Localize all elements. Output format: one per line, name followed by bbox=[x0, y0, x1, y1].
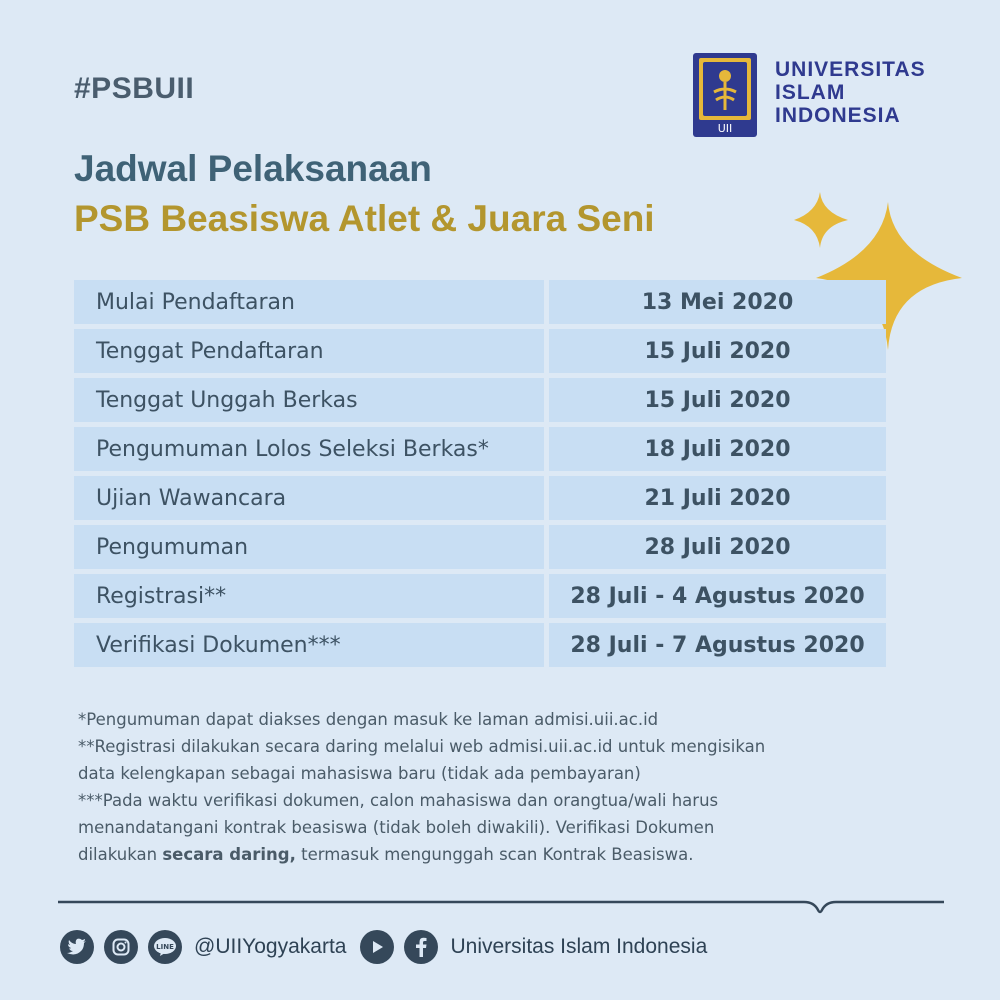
activity-cell: Pengumuman bbox=[74, 525, 544, 569]
title-line-2: PSB Beasiswa Atlet & Juara Seni bbox=[74, 198, 655, 239]
date-cell: 15 Juli 2020 bbox=[549, 329, 886, 373]
line-icon[interactable] bbox=[148, 930, 182, 964]
activity-cell: Ujian Wawancara bbox=[74, 476, 544, 520]
footnote-3-line-2: menandatangani kontrak beasiswa (tidak boleh diwakili). Verifikasi Dokumen bbox=[78, 818, 715, 837]
activity-cell: Verifikasi Dokumen*** bbox=[74, 623, 544, 667]
footnote-1: *Pengumuman dapat diakses dengan masuk ke laman admisi.uii.ac.id bbox=[78, 710, 659, 729]
activity-cell: Mulai Pendaftaran bbox=[74, 280, 544, 324]
footnote-2-line-2: data kelengkapan sebagai mahasiswa baru (tidak ada pembayaran) bbox=[78, 764, 641, 783]
title-line-1: Jadwal Pelaksanaan bbox=[74, 148, 432, 189]
date-cell: 18 Juli 2020 bbox=[549, 427, 886, 471]
table-row bbox=[74, 623, 886, 667]
logo-text: UII bbox=[717, 122, 733, 135]
facebook-icon[interactable] bbox=[404, 930, 438, 964]
footer-social bbox=[60, 929, 707, 965]
activity-cell: Pengumuman Lolos Seleksi Berkas* bbox=[74, 427, 544, 471]
activity-cell: Tenggat Pendaftaran bbox=[74, 329, 544, 373]
footer-divider bbox=[58, 894, 944, 922]
footnote-3-line-3 bbox=[78, 841, 898, 868]
date-cell: 28 Juli - 4 Agustus 2020 bbox=[549, 574, 886, 618]
footnote-3-line-1: ***Pada waktu verifikasi dokumen, calon mahasiswa dan orangtua/wali harus bbox=[78, 791, 719, 810]
date-cell: 15 Juli 2020 bbox=[549, 378, 886, 422]
table-row bbox=[74, 574, 886, 618]
date-cell: 28 Juli 2020 bbox=[549, 525, 886, 569]
university-name-line-1: UNIVERSITAS bbox=[775, 58, 926, 81]
uii-logo bbox=[692, 52, 758, 138]
university-name-line-2: ISLAM bbox=[775, 81, 846, 104]
facebook-page-name[interactable]: Universitas Islam Indonesia bbox=[450, 935, 708, 958]
footnote-3-text-bold: secara daring, bbox=[162, 845, 296, 864]
instagram-icon[interactable] bbox=[104, 930, 138, 964]
activity-cell: Tenggat Unggah Berkas bbox=[74, 378, 544, 422]
table-row bbox=[74, 378, 886, 422]
social-handle[interactable]: @UIIYogyakarta bbox=[194, 935, 347, 958]
table-row bbox=[74, 476, 886, 520]
youtube-icon[interactable] bbox=[360, 930, 394, 964]
table-row bbox=[74, 427, 886, 471]
university-name-line-3: INDONESIA bbox=[775, 104, 901, 127]
footnote-3-text-pre: dilakukan bbox=[78, 845, 163, 864]
footnote-3-text-post: termasuk mengunggah scan Kontrak Beasiswa. bbox=[295, 845, 694, 864]
table-row bbox=[74, 525, 886, 569]
date-cell: 28 Juli - 7 Agustus 2020 bbox=[549, 623, 886, 667]
schedule-table bbox=[74, 280, 886, 672]
table-row bbox=[74, 329, 886, 373]
university-name bbox=[775, 58, 926, 127]
table-row bbox=[74, 280, 886, 324]
footnotes bbox=[78, 706, 898, 868]
date-cell: 13 Mei 2020 bbox=[549, 280, 886, 324]
line-icon-label: LINE bbox=[156, 943, 174, 951]
footnote-2-line-1: **Registrasi dilakukan secara daring melalui web admisi.uii.ac.id untuk mengisikan bbox=[78, 737, 766, 756]
date-cell: 21 Juli 2020 bbox=[549, 476, 886, 520]
activity-cell: Registrasi** bbox=[74, 574, 544, 618]
twitter-icon[interactable] bbox=[60, 930, 94, 964]
hashtag: #PSBUII bbox=[74, 72, 195, 105]
